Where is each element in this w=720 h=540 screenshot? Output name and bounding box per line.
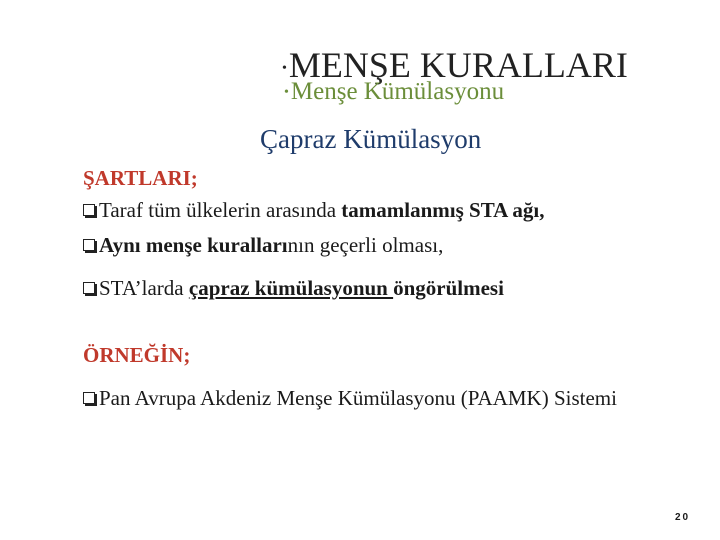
example-label: ÖRNEĞİN; xyxy=(83,343,191,367)
condition-text-bold-underlined: çapraz kümülasyonun xyxy=(188,276,394,300)
condition-item xyxy=(83,198,544,223)
bullet-dot: • xyxy=(284,85,289,101)
slide-subtitle-text: Menşe Kümülasyonu xyxy=(290,78,505,105)
condition-text-bold: Aynı menşe kuralları xyxy=(99,233,288,257)
example-item xyxy=(83,382,693,414)
checkbox-icon xyxy=(83,392,95,404)
page-number: 20 xyxy=(675,512,691,523)
bullet-dot: • xyxy=(282,60,287,76)
condition-text: STA’larda xyxy=(99,276,189,300)
example-text: Pan Avrupa Akdeniz Menşe Kümülasyonu (PAAMK) Sistemi xyxy=(99,386,617,410)
checkbox-icon xyxy=(83,282,95,294)
condition-item xyxy=(83,233,443,258)
condition-item xyxy=(83,276,504,301)
section-heading: Çapraz Kümülasyon xyxy=(260,124,482,154)
checkbox-icon xyxy=(83,204,95,216)
condition-text-bold: öngörülmesi xyxy=(393,276,504,300)
slide-subtitle xyxy=(284,78,504,106)
condition-text-bold: tamamlanmış STA ağı, xyxy=(341,198,545,222)
condition-text: nın geçerli olması, xyxy=(287,233,444,257)
checkbox-icon xyxy=(83,239,95,251)
slide-title-text: MENŞE KURALLARI xyxy=(288,45,628,85)
condition-text: Taraf tüm ülkelerin arasında xyxy=(99,198,342,222)
conditions-label: ŞARTLARI; xyxy=(83,166,198,190)
